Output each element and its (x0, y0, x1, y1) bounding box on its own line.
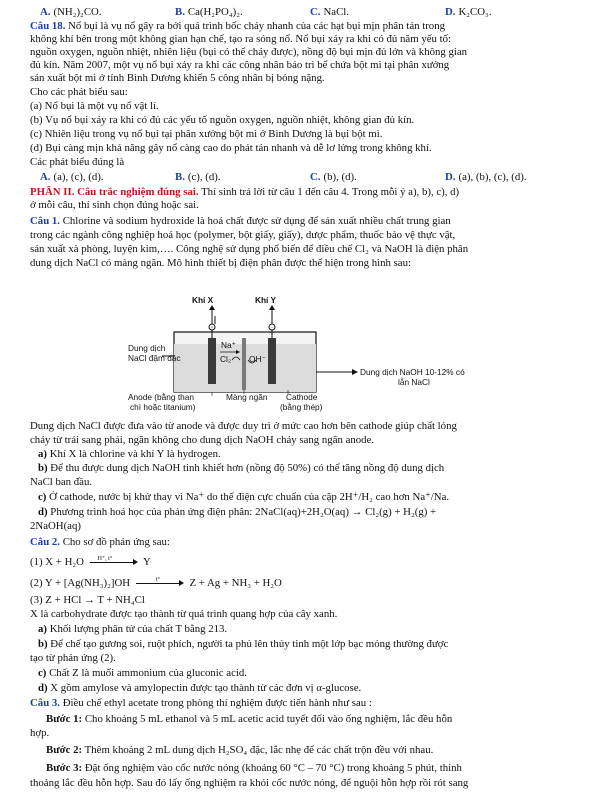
cathode-label-2: (bằng thép) (280, 402, 323, 412)
q18-prompt: Cho các phát biểu sau: (30, 86, 128, 98)
q18-option-b[interactable]: B. (c), (d). (175, 171, 221, 183)
gas-y-label: Khí Y (255, 295, 277, 305)
c1-statement-b-cont: NaCl ban đầu. (30, 476, 93, 488)
gas-outlet-arrow-y (269, 305, 275, 324)
c2-statement-d[interactable]: d) X gồm amylose và amylopectin được tạo thành từ các đơn vị α-glucose. (38, 682, 362, 694)
left-solution-label-1: Dung dịch (128, 343, 166, 353)
svg-text:-: - (271, 326, 273, 331)
q18-option-d[interactable]: D. (a), (b), (c), (d). (445, 171, 527, 183)
q18-ask: Các phát biểu đúng là (30, 156, 125, 168)
c2-statement-c[interactable]: c) Chất Z là muối ammonium của gluconic acid. (38, 667, 247, 679)
membrane (242, 338, 246, 390)
q18-line-1: Câu 18. Nổ bụi là vụ nổ gây ra bởi quá trình bốc cháy nhanh của các hạt bụi mịn phân tán trong (30, 20, 445, 32)
cathode-electrode (268, 338, 276, 384)
c2-statement-a[interactable]: a) Khối lượng phân tử của chất T bằng 213. (38, 623, 228, 635)
c1-line-1: Câu 1. Chlorine và sodium hydroxide là hoá chất được sử dụng để sản xuất nhiều chất trung gian (30, 215, 451, 227)
gas-outlet-arrow-x (209, 305, 215, 324)
left-solution-label-2: NaCl đậm đặc (128, 353, 181, 363)
c2-statement-b[interactable]: b) Để chế tạo gương soi, ruột phích, người ta phủ lên thủy tinh một lớp bạc mỏng thường được (38, 638, 449, 650)
power-source (209, 324, 275, 331)
c2-number: Câu 2. (30, 536, 60, 548)
part2-heading: PHẦN II. Câu trắc nghiệm đúng sai. (30, 186, 199, 198)
c3-step-1: Bước 1: Cho khoảng 5 mL ethanol và 5 mL acetic acid tuyết đối vào ống nghiệm, lắc đều hỗn (46, 713, 453, 725)
anode-electrode (208, 338, 216, 384)
q18-option-c[interactable]: C. (b), (d). (310, 171, 357, 183)
c2-line-1: Câu 2. Cho sơ đồ phản ứng sau: (30, 536, 170, 548)
c2-reaction-1: (1) X + H₂O H⁺, t° Y (30, 556, 151, 568)
option-c[interactable]: C. NaCl. (310, 6, 349, 18)
c3-step-3: Bước 3: Đặt ống nghiệm vào cốc nước nóng (khoảng 60 °C – 70 °C) trong khoảng 5 phút, thỉnh (46, 762, 462, 774)
c3-step-1-cont: hợp. (30, 727, 50, 739)
c1-statement-d[interactable]: d) Phương trình hoá học của phản ứng điện phân: 2NaCl(aq)+2H₂O(aq) → Cl₂(g) + H₂(g) + (38, 506, 437, 518)
cl2-label: Cl₂ (220, 354, 232, 364)
c3-number: Câu 3. (30, 697, 60, 709)
svg-text:+: + (210, 326, 214, 331)
c2-statement-b-cont: tạo từ phản ứng (2). (30, 652, 116, 664)
oh-ion-label: OH⁻ (249, 354, 266, 364)
c1-statement-b[interactable]: b) Để thu được dung dịch NaOH tinh khiết hơn (nồng độ 50%) có thể tăng nồng độ dung dịch (38, 462, 445, 474)
c1-line-4: dung dịch NaCl có màng ngăn. Mô hình thiết bị điện phân được thể hiện trong hình sau: (30, 257, 411, 269)
cathode-label-1: Cathode (286, 392, 318, 402)
q18-statement-a: (a) Nổ bụi là một vụ nổ vật lí. (30, 100, 159, 112)
c1-statement-d-cont: 2NaOH(aq) (30, 520, 81, 532)
option-d[interactable]: D. K₂CO₃. (445, 6, 492, 18)
c1-line-2: trong các ngành công nghiệp hoá học (polymer, bột giấy, giấy), dược phẩm, thuốc bảo vệ thực vật, (30, 229, 456, 241)
q18-line-4: đủ kín. Năm 2007, một vụ nổ bụi xảy ra khi các công nhân bảo trì bể chứa bột mì tại phân xưởng (30, 59, 450, 71)
c3-line-1: Câu 3. Điều chế ethyl acetate trong phòng thí nghiệm được tiến hành như sau : (30, 697, 372, 709)
reaction-arrow-2: t° (136, 583, 184, 584)
c1-after-line-1: Dung dịch NaCl được đưa vào từ anode và được duy trì ở mức cao hơn bên cathode giúp chất lỏng (30, 420, 457, 432)
anode-label-1: Anode (bằng than (128, 392, 194, 402)
c2-reaction-2: (2) Y + [Ag(NH₃)₂]OH t° Z + Ag + NH₃ + H₂O (30, 577, 282, 589)
c3-step-3-cont: thoảng lắc đều hỗn hợp. Sau đó lấy ống nghiệm ra khỏi cốc nước nóng, để nguội hỗn hợp rồi rót sang (30, 777, 469, 789)
right-solution-label-1: Dung dịch NaOH 10-12% có (360, 367, 465, 377)
q18-option-a[interactable]: A. (a), (c), (d). (40, 171, 104, 183)
electrolysis-cell-diagram (128, 294, 548, 416)
c2-reaction-3: (3) Z + HCl → T + NH₄Cl (30, 594, 145, 606)
reaction-arrow-1: H⁺, t° (90, 562, 138, 563)
c2-note: X là carbohydrate được tạo thành từ quá trình quang hợp của cây xanh. (30, 608, 338, 620)
q18-statement-c: (c) Nhiên liệu trong vụ nổ bụi tại phân xưởng bột mì ở Bình Dương là bụi bột mì. (30, 128, 383, 140)
c1-statement-a[interactable]: a) Khí X là chlorine và khí Y là hydrogen. (38, 448, 221, 460)
option-b[interactable]: B. Ca(H₂PO₄)₂. (175, 6, 243, 18)
option-a[interactable]: A. (NH₂)₂CO. (40, 6, 102, 18)
na-ion-label: Na⁺ (221, 340, 236, 350)
q18-line-3: nguồn oxygen, nguồn nhiệt, nhiên liệu (bụi có thể cháy được), nồng độ bụi mịn đủ lớn và không gian (30, 46, 468, 58)
c1-line-3: sản xuất xà phòng, luyện kim,…. Công nghệ sử dụng phổ biến để điều chế Cl₂ và NaOH là điện phân (30, 243, 469, 255)
q18-line-5: sản xuất bột mì ở tỉnh Bình Dương khiến 5 công nhân bị bỏng nặng. (30, 72, 325, 84)
right-solution-label-2: lẫn NaCl (398, 377, 430, 387)
part2-line-2: ở mỗi câu, thí sinh chọn đúng hoặc sai. (30, 199, 199, 211)
c1-after-line-2: chảy từ trái sang phải, ngăn không cho dung dịch NaOH chảy sang ngăn anode. (30, 434, 375, 446)
q18-line-2: không khí bên trong một không gian hạn chế, tạo ra sóng nổ. Nổ bụi xảy ra khi có đủ năm yếu tố: (30, 33, 451, 45)
q18-statement-d: (d) Bụi càng mịn khả năng gây nổ càng cao do phát tán nhanh và dễ lơ lửng trong không khí. (30, 142, 432, 154)
q18-statement-b: (b) Vụ nổ bụi xảy ra khi có đủ các yếu tố nguồn oxygen, nguồn nhiệt, không gian đủ kín. (30, 114, 415, 126)
anode-label-2: chì hoặc titanium) (130, 402, 196, 412)
c1-number: Câu 1. (30, 215, 60, 227)
part2-heading-line: PHẦN II. Câu trắc nghiệm đúng sai. Thí sinh trả lời từ câu 1 đến câu 4. Trong mỗi ý a), b), c), d) (30, 186, 460, 198)
membrane-label: Màng ngăn (226, 392, 268, 402)
c3-step-2: Bước 2: Thêm khoảng 2 mL dung dịch H₂SO₄ đặc, lắc nhẹ để các chất trộn đều với nhau. (46, 744, 434, 756)
gas-x-label: Khí X (192, 295, 214, 305)
c1-statement-c[interactable]: c) Ở cathode, nước bị khử thay vì Na⁺ do thế điện cực chuẩn của cặp 2H⁺/H₂ cao hơn Na⁺/Na. (38, 491, 450, 503)
q18-number: Câu 18. (30, 20, 66, 32)
